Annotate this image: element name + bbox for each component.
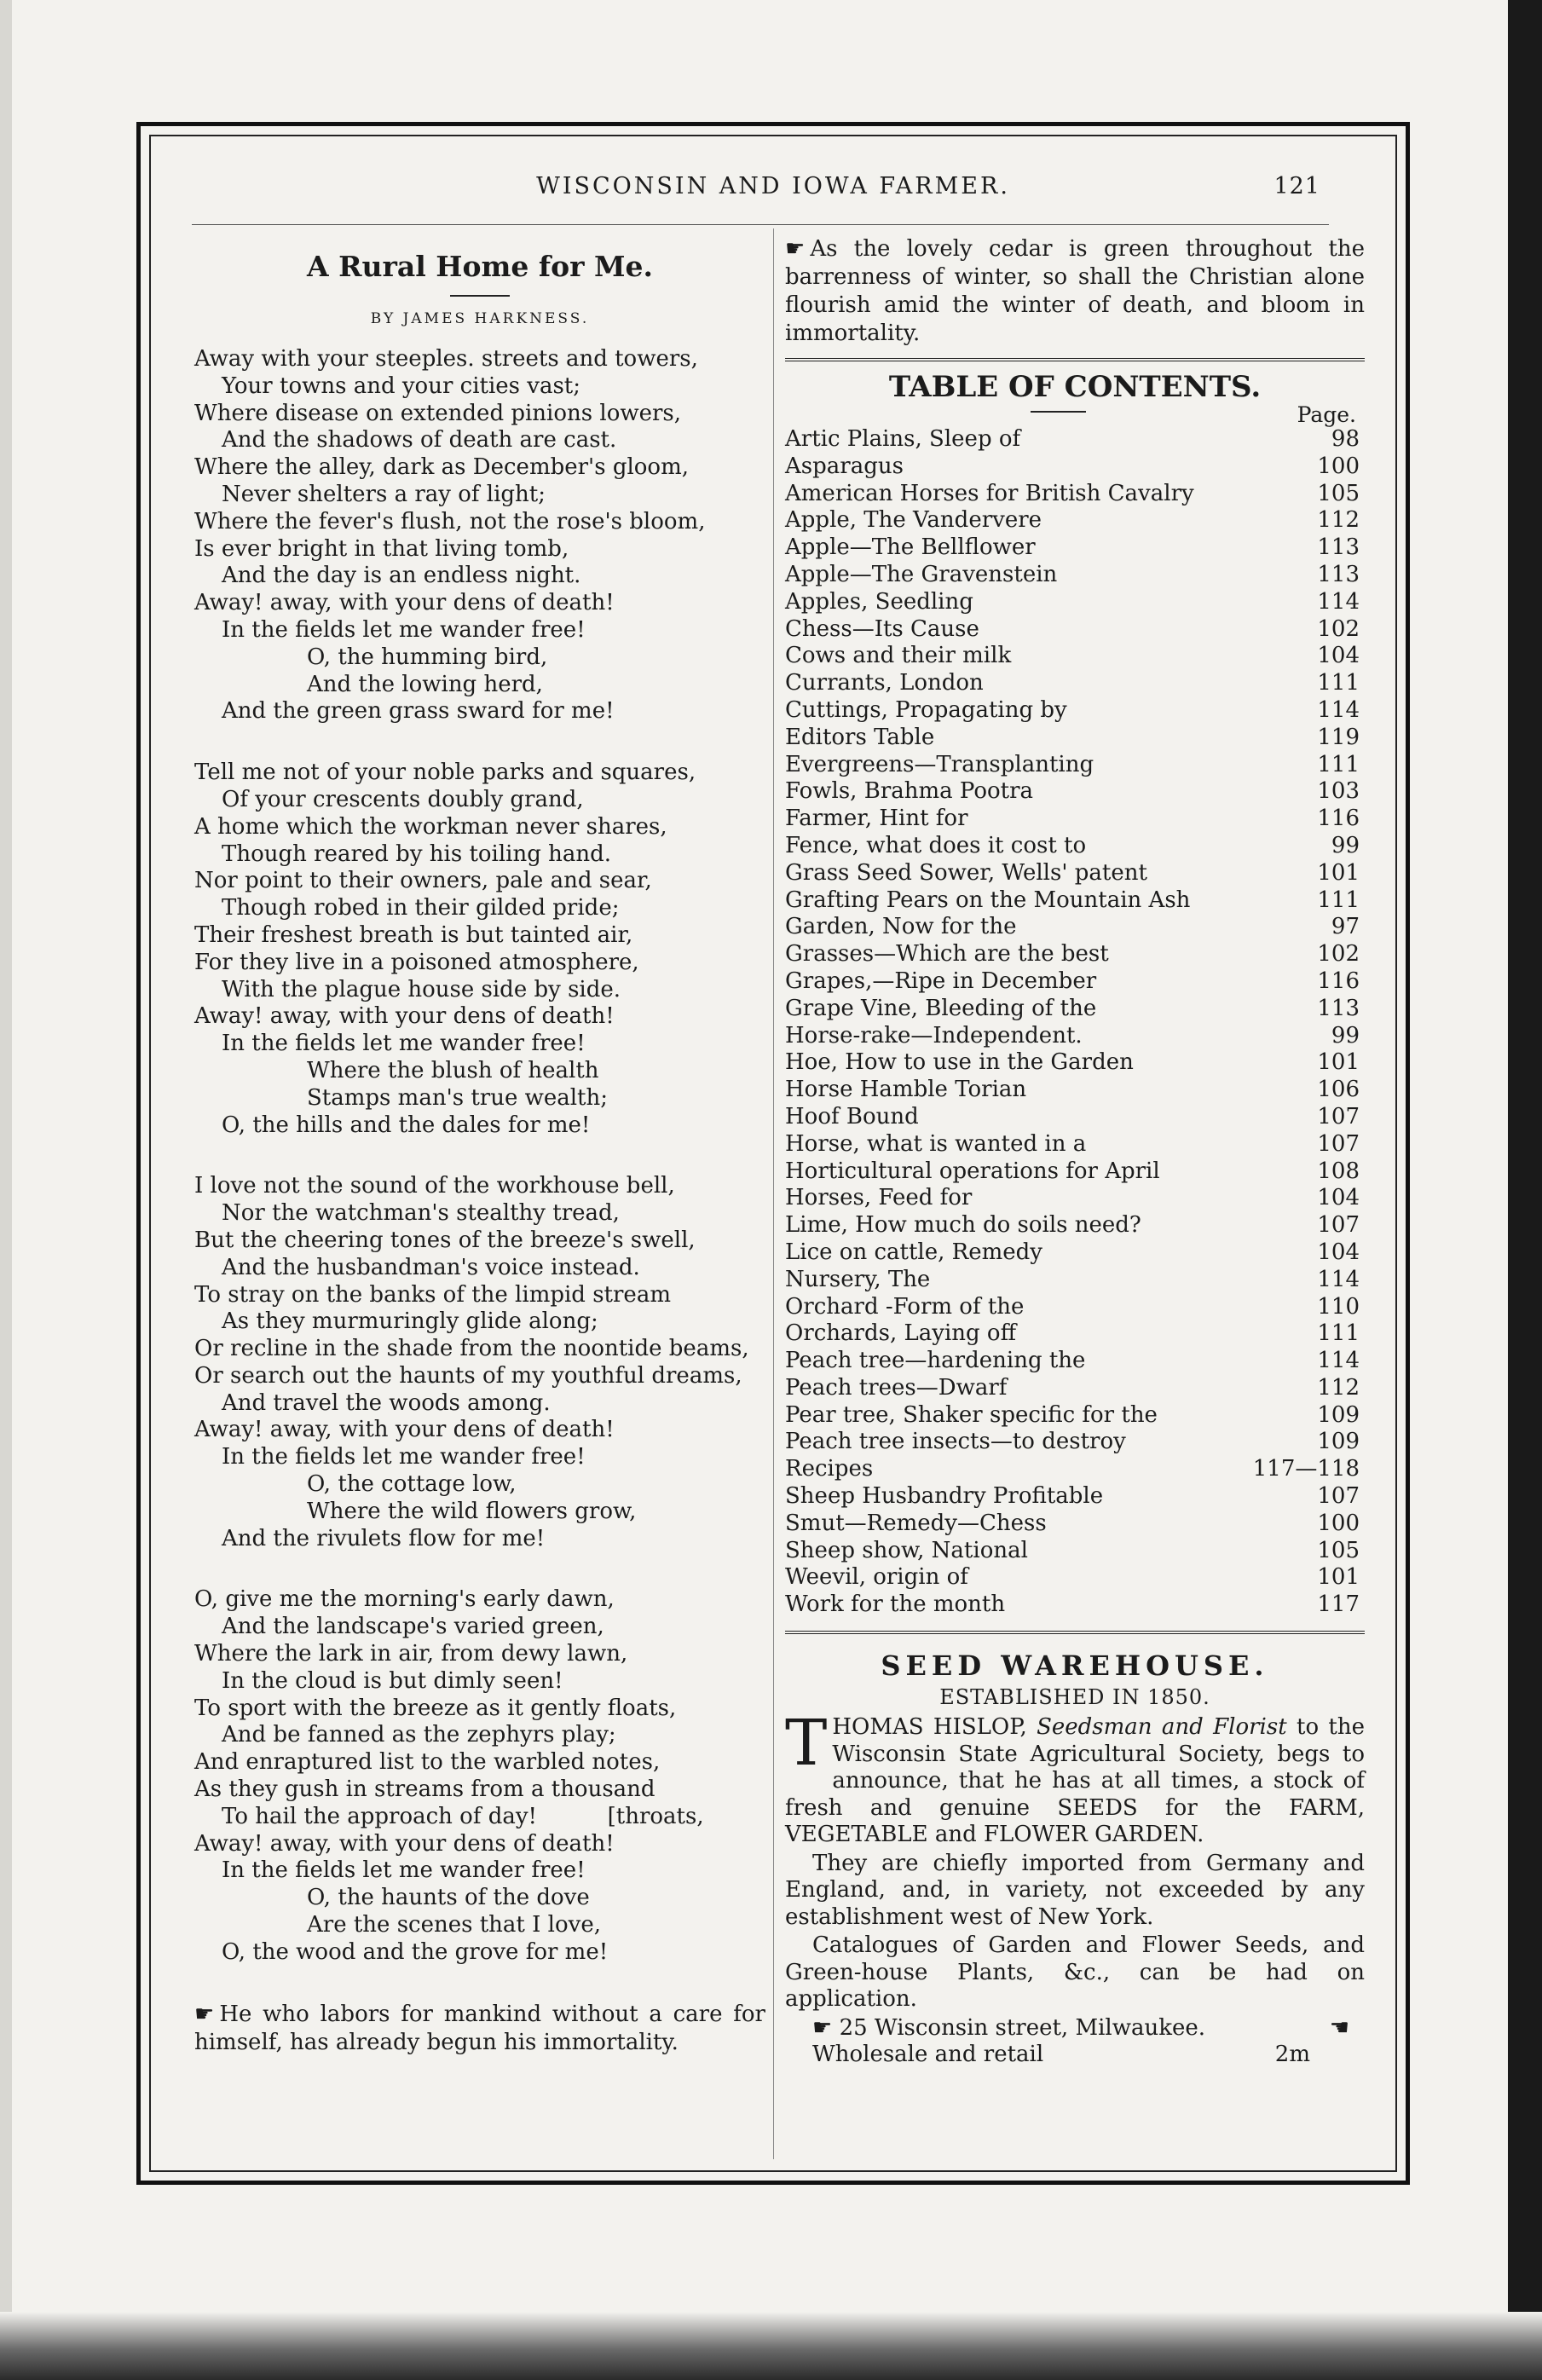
contents-entry-page: 113 <box>1317 561 1360 587</box>
poem-line: Is ever bright in that living tomb, <box>194 535 569 562</box>
scan-shadow-bottom <box>0 2312 1542 2380</box>
contents-title-rule <box>1031 411 1086 413</box>
contents-entry <box>785 1267 1365 1294</box>
ad-paragraph-1 <box>785 1707 1366 1849</box>
contents-entry-page: 107 <box>1317 1483 1360 1510</box>
contents-entry-title: Pear tree, Shaker specific for the <box>785 1401 1158 1428</box>
poem-line: O, the humming bird, <box>307 644 548 670</box>
scan-edge-left <box>0 0 12 2380</box>
contents-entry-page: 103 <box>1317 778 1360 805</box>
contents-entry-page: 112 <box>1317 1374 1360 1401</box>
contents-entry-page: 117 <box>1317 1591 1360 1618</box>
contents-entry <box>785 725 1365 752</box>
poem-line: Are the scenes that I love, <box>307 1912 601 1938</box>
contents-top-rule <box>785 358 1365 361</box>
contents-entry-page: 98 <box>1331 426 1360 452</box>
contents-entry-page: 101 <box>1317 1049 1360 1076</box>
poem-line: Tell me not of your noble parks and squares, <box>194 760 696 786</box>
page-column-label: Page. <box>1297 402 1356 427</box>
contents-bottom-rule <box>785 1631 1365 1634</box>
poem-line: And the rivulets flow for me! <box>222 1525 546 1551</box>
right-note-text: As the lovely cedar is green throughout the barrenness of winter, so shall the Christian alone flourish amid the winter of death, and bloom in immortality. <box>785 236 1365 346</box>
poem-line: But the cheering tones of the breeze's swell, <box>194 1227 696 1253</box>
contents-entry-title: Asparagus <box>785 453 904 479</box>
contents-entry <box>785 1483 1365 1511</box>
poem-line: As they gush in streams from a thousand <box>194 1776 655 1803</box>
poem-line: O, the haunts of the dove <box>307 1885 590 1911</box>
contents-entry-page: 114 <box>1317 696 1360 723</box>
contents-entry-title: Cuttings, Propagating by <box>785 696 1067 723</box>
poem-line: O, the hills and the dales for me! <box>222 1112 591 1138</box>
poem-line: To sport with the breeze as it gently floats, <box>194 1695 677 1721</box>
contents-entry-title: Fence, what does it cost to <box>785 832 1087 858</box>
poem-line: Though robed in their gilded pride; <box>222 895 620 921</box>
scan-edge-right <box>1508 0 1542 2380</box>
contents-entry-title: Orchard -Form of the <box>785 1293 1025 1320</box>
poem-line: Away with your steeples. streets and towers, <box>194 346 698 372</box>
contents-entry-page: 100 <box>1317 1510 1360 1536</box>
poem-line: And travel the woods among. <box>222 1389 551 1416</box>
contents-entry <box>785 1185 1365 1212</box>
contents-entry-title: Editors Table <box>785 724 935 750</box>
contents-entry-title: Horse-rake—Independent. <box>785 1022 1083 1048</box>
poem-line: With the plague house side by side. <box>222 976 621 1002</box>
contents-entry-title: Lime, How much do soils need? <box>785 1212 1141 1239</box>
contents-entry-title: American Horses for British Cavalry <box>785 480 1194 506</box>
contents-entry-page: 117—118 <box>1252 1456 1360 1482</box>
contents-entry-page: 104 <box>1317 1239 1360 1265</box>
ad-name: HOMAS HISLOP, <box>832 1714 1027 1741</box>
contents-entry-page: 109 <box>1317 1401 1360 1428</box>
contents-entry-page: 116 <box>1317 968 1360 994</box>
poem-line: O, the wood and the grove for me! <box>222 1938 609 1965</box>
contents-entry <box>785 1294 1365 1321</box>
contents-entry-page: 105 <box>1317 1537 1360 1563</box>
contents-entry <box>785 1348 1365 1375</box>
poem-line: In the cloud is but dimly seen! <box>222 1667 563 1694</box>
contents-entry-page: 111 <box>1317 887 1360 913</box>
contents-entry <box>785 1402 1365 1430</box>
contents-entry-page: 97 <box>1331 914 1360 940</box>
poem-stanza <box>194 760 765 1139</box>
poem-line: Or search out the haunts of my youthful dreams, <box>194 1362 742 1389</box>
ad-paragraph-1-text: to the Wisconsin State Agricultural Society, begs to announce, that he has at all times, a stock of fresh and genuine SEEDS for the FARM, VEGETABLE and FLOWER GARDEN. <box>785 1714 1366 1848</box>
ad-insertion: 2m <box>1274 2041 1310 2067</box>
contents-entry <box>785 1212 1365 1239</box>
contents-entry <box>785 1591 1365 1619</box>
contents-entry <box>785 643 1365 670</box>
contents-entry-title: Recipes <box>785 1456 874 1482</box>
seed-warehouse-ad <box>785 1649 1365 2068</box>
contents-entry <box>785 1429 1365 1456</box>
contents-entry <box>785 752 1365 779</box>
contents-entry-page: 110 <box>1317 1293 1360 1320</box>
running-title: WISCONSIN AND IOWA FARMER. <box>536 173 1010 199</box>
contents-entry <box>785 481 1365 508</box>
contents-entry <box>785 670 1365 697</box>
contents-entry-title: Smut—Remedy—Chess <box>785 1510 1047 1536</box>
contents-entry-title: Apple—The Gravenstein <box>785 561 1058 587</box>
poem-line: To stray on the banks of the limpid stream <box>194 1281 671 1308</box>
contents-entry <box>785 887 1365 915</box>
poem-line: Where disease on extended pinions lowers, <box>194 400 682 426</box>
left-note-text: He who labors for mankind without a care for himself, has already begun his immortality. <box>194 2001 765 2055</box>
contents-entry-page: 104 <box>1317 643 1360 669</box>
contents-entry <box>785 1104 1365 1131</box>
contents-entry-title: Cows and their milk <box>785 643 1012 669</box>
contents-entry <box>785 1538 1365 1565</box>
contents-entry-title: Grass Seed Sower, Wells' patent <box>785 859 1147 886</box>
contents-entry-page: 119 <box>1317 724 1360 750</box>
contents-entry-title: Hoof Bound <box>785 1103 919 1129</box>
contents-entry <box>785 562 1365 589</box>
contents-entry <box>785 806 1365 833</box>
poem-line: Your towns and your cities vast; <box>222 373 581 399</box>
pointing-hand-icon: ☚ <box>1329 2014 1349 2041</box>
contents-entry <box>785 1456 1365 1483</box>
poem-line: Their freshest breath is but tainted air, <box>194 921 633 948</box>
ad-established: ESTABLISHED IN 1850. <box>939 1685 1210 1710</box>
poem-line: A home which the workman never shares, <box>194 813 667 840</box>
contents-entry-title: Sheep Husbandry Profitable <box>785 1483 1104 1510</box>
column-divider <box>773 228 774 2159</box>
contents-entry-title: Grafting Pears on the Mountain Ash <box>785 887 1191 913</box>
poem-line: Away! away, with your dens of death! <box>194 590 615 616</box>
contents-entry <box>785 697 1365 725</box>
magazine-page <box>136 122 1410 2185</box>
contents-entry-title: Nursery, The <box>785 1266 931 1292</box>
contents-entry <box>785 1564 1365 1591</box>
contents-entry-page: 111 <box>1317 751 1360 777</box>
contents-entry-title: Artic Plains, Sleep of <box>785 426 1021 452</box>
contents-entry-title: Weevil, origin of <box>785 1564 968 1591</box>
contents-entry-title: Work for the month <box>785 1591 1006 1618</box>
running-head <box>141 173 1406 207</box>
contents-entry-title: Peach tree—hardening the <box>785 1348 1086 1374</box>
poem-line: And enraptured list to the warbled notes, <box>194 1749 661 1776</box>
contents-entry <box>785 1511 1365 1538</box>
ad-title: SEED WAREHOUSE. <box>881 1649 1269 1683</box>
contents-entry <box>785 1320 1365 1348</box>
contents-subheader <box>785 404 1365 426</box>
contents-entry-page: 113 <box>1317 995 1360 1021</box>
ad-paragraph-2: They are chiefly imported from Germany and England, and, in variety, not exceeded by any establishment west of New York. <box>785 1850 1365 1930</box>
poem-stanza <box>194 1586 765 1966</box>
contents-entry-page: 102 <box>1317 941 1360 968</box>
poem-line: And the shadows of death are cast. <box>222 427 617 453</box>
contents-entry-page: 107 <box>1317 1103 1360 1129</box>
contents-entry <box>785 996 1365 1023</box>
contents-entry <box>785 941 1365 968</box>
header-rule <box>192 224 1329 225</box>
contents-entry <box>785 426 1365 453</box>
poem-stanza <box>194 1173 765 1552</box>
poem-line: I love not the sound of the workhouse bell, <box>194 1173 675 1199</box>
contents-entry-title: Peach tree insects—to destroy <box>785 1429 1126 1455</box>
contents-entry-title: Horse Hamble Torian <box>785 1077 1027 1103</box>
dropcap: T <box>785 1707 828 1781</box>
poem-line: Of your crescents doubly grand, <box>222 786 584 812</box>
poem-line: Stamps man's true wealth; <box>307 1084 609 1111</box>
poem-byline: BY JAMES HARKNESS. <box>370 310 590 327</box>
contents-entry-page: 111 <box>1317 1320 1360 1347</box>
ad-paragraph-3: Catalogues of Garden and Flower Seeds, and Green-house Plants, &c., can be had on application. <box>785 1932 1365 2013</box>
contents-entry <box>785 1049 1365 1077</box>
ad-role: Seedsman and Florist <box>1037 1714 1287 1741</box>
contents-entry-page: 114 <box>1317 588 1360 615</box>
contents-list <box>785 426 1365 1619</box>
contents-entry-title: Orchards, Laying off <box>785 1320 1017 1347</box>
poem-line: Away! away, with your dens of death! <box>194 1003 615 1030</box>
poem-line: Where the alley, dark as December's gloom, <box>194 454 689 481</box>
poem-line: In the fields let me wander free! <box>222 1857 586 1884</box>
right-column <box>785 235 1365 2068</box>
contents-entry-page: 104 <box>1317 1185 1360 1211</box>
contents-entry <box>785 860 1365 887</box>
left-note <box>194 2001 765 2057</box>
contents-entry-title: Hoe, How to use in the Garden <box>785 1049 1134 1076</box>
poem-line: O, the cottage low, <box>307 1471 517 1498</box>
contents-entry-page: 102 <box>1317 615 1360 642</box>
contents-title: TABLE OF CONTENTS. <box>888 370 1262 404</box>
contents-entry-page: 116 <box>1317 806 1360 832</box>
contents-entry-title: Sheep show, National <box>785 1537 1028 1563</box>
poem-line: Never shelters a ray of light; <box>222 481 546 507</box>
right-note <box>785 235 1365 348</box>
contents-entry-title: Apple, The Vandervere <box>785 507 1042 534</box>
poem-line: Nor point to their owners, pale and sear, <box>194 868 652 894</box>
ad-address <box>812 2015 1205 2042</box>
contents-entry-page: 99 <box>1331 1022 1360 1048</box>
contents-entry-page: 114 <box>1317 1348 1360 1374</box>
contents-entry <box>785 1239 1365 1267</box>
poem-title: A Rural Home for Me. <box>307 250 653 283</box>
contents-entry-title: Horse, what is wanted in a <box>785 1130 1087 1157</box>
poem-stanza <box>194 346 765 725</box>
contents-entry <box>785 453 1365 481</box>
contents-entry-page: 107 <box>1317 1212 1360 1239</box>
contents-entry-title: Grasses—Which are the best <box>785 941 1109 968</box>
pointing-hand-icon: ☛ <box>785 236 806 262</box>
contents-entry <box>785 914 1365 941</box>
contents-entry-page: 113 <box>1317 534 1360 561</box>
page-number: 121 <box>1273 173 1320 199</box>
contents-entry <box>785 507 1365 534</box>
pointing-hand-icon: ☛ <box>812 2014 833 2041</box>
ad-wholesale: Wholesale and retail <box>812 2041 1044 2067</box>
title-rule <box>450 295 510 297</box>
contents-entry-title: Grape Vine, Bleeding of the <box>785 995 1097 1021</box>
contents-entry <box>785 616 1365 644</box>
poem-body <box>194 346 765 1967</box>
poem-line: Where the fever's flush, not the rose's bloom, <box>194 508 706 534</box>
poem-line: As they murmuringly glide along; <box>222 1308 598 1335</box>
contents-entry-title: Apples, Seedling <box>785 588 973 615</box>
contents-entry-title: Peach trees—Dwarf <box>785 1374 1008 1401</box>
contents-entry-title: Evergreens—Transplanting <box>785 751 1094 777</box>
contents-entry <box>785 534 1365 562</box>
ad-address-text: 25 Wisconsin street, Milwaukee. <box>839 2014 1205 2041</box>
poem-line: To hail the approach of day! [throats, <box>222 1803 704 1829</box>
contents-entry-title: Lice on cattle, Remedy <box>785 1239 1042 1265</box>
contents-entry-title: Chess—Its Cause <box>785 615 979 642</box>
contents-entry-page: 107 <box>1317 1130 1360 1157</box>
poem-line: Away! away, with your dens of death! <box>194 1417 615 1443</box>
contents-entry <box>785 1375 1365 1402</box>
poem-line: Away! away, with your dens of death! <box>194 1830 615 1857</box>
contents-entry-page: 108 <box>1317 1158 1360 1184</box>
contents-entry-title: Garden, Now for the <box>785 914 1017 940</box>
contents-entry-title: Farmer, Hint for <box>785 806 968 832</box>
contents-entry-page: 112 <box>1317 507 1360 534</box>
contents-entry <box>785 589 1365 616</box>
contents-entry-title: Horticultural operations for April <box>785 1158 1160 1184</box>
poem-line: And be fanned as the zephyrs play; <box>222 1722 616 1748</box>
contents-entry-page: 99 <box>1331 832 1360 858</box>
contents-entry-page: 101 <box>1317 859 1360 886</box>
contents-entry <box>785 1077 1365 1104</box>
contents-entry <box>785 1158 1365 1186</box>
contents-entry-page: 114 <box>1317 1266 1360 1292</box>
contents-entry <box>785 968 1365 996</box>
contents-entry-title: Fowls, Brahma Pootra <box>785 778 1034 805</box>
contents-entry-title: Horses, Feed for <box>785 1185 973 1211</box>
ad-terms-line <box>785 2042 1365 2068</box>
poem-line: In the fields let me wander free! <box>222 616 586 643</box>
contents-entry-page: 109 <box>1317 1429 1360 1455</box>
poem-line: Where the lark in air, from dewy lawn, <box>194 1641 628 1667</box>
poem-line: And the green grass sward for me! <box>222 698 615 725</box>
poem-line: Where the blush of health <box>307 1057 599 1083</box>
contents-entry <box>785 833 1365 860</box>
poem-line: O, give me the morning's early dawn, <box>194 1586 615 1613</box>
poem-line: And the day is an endless night. <box>222 563 581 589</box>
contents-entry-page: 100 <box>1317 453 1360 479</box>
poem-line: In the fields let me wander free! <box>222 1031 586 1057</box>
contents-entry-page: 106 <box>1317 1077 1360 1103</box>
contents-entry <box>785 778 1365 806</box>
poem-line: And the lowing herd, <box>307 671 543 697</box>
left-column <box>194 246 765 2057</box>
contents-entry-page: 111 <box>1317 670 1360 696</box>
poem-line: Where the wild flowers grow, <box>307 1498 637 1524</box>
contents-entry-title: Apple—The Bellflower <box>785 534 1036 561</box>
poem-line: Or recline in the shade from the noontide beams, <box>194 1336 749 1362</box>
contents-entry-title: Currants, London <box>785 670 984 696</box>
contents-entry-title: Grapes,—Ripe in December <box>785 968 1097 994</box>
poem-line: Nor the watchman's stealthy tread, <box>222 1200 620 1227</box>
ad-address-line <box>785 2015 1365 2042</box>
contents-entry <box>785 1023 1365 1050</box>
poem-line: And the landscape's varied green, <box>222 1614 604 1640</box>
contents-entry-page: 101 <box>1317 1564 1360 1591</box>
poem-line: In the fields let me wander free! <box>222 1444 586 1470</box>
poem-line: Though reared by his toiling hand. <box>222 841 612 867</box>
contents-entry-page: 105 <box>1317 480 1360 506</box>
pointing-hand-icon: ☛ <box>194 2001 215 2027</box>
poem-line: And the husbandman's voice instead. <box>222 1254 640 1280</box>
contents-entry <box>785 1131 1365 1158</box>
poem-line: For they live in a poisoned atmosphere, <box>194 949 639 975</box>
